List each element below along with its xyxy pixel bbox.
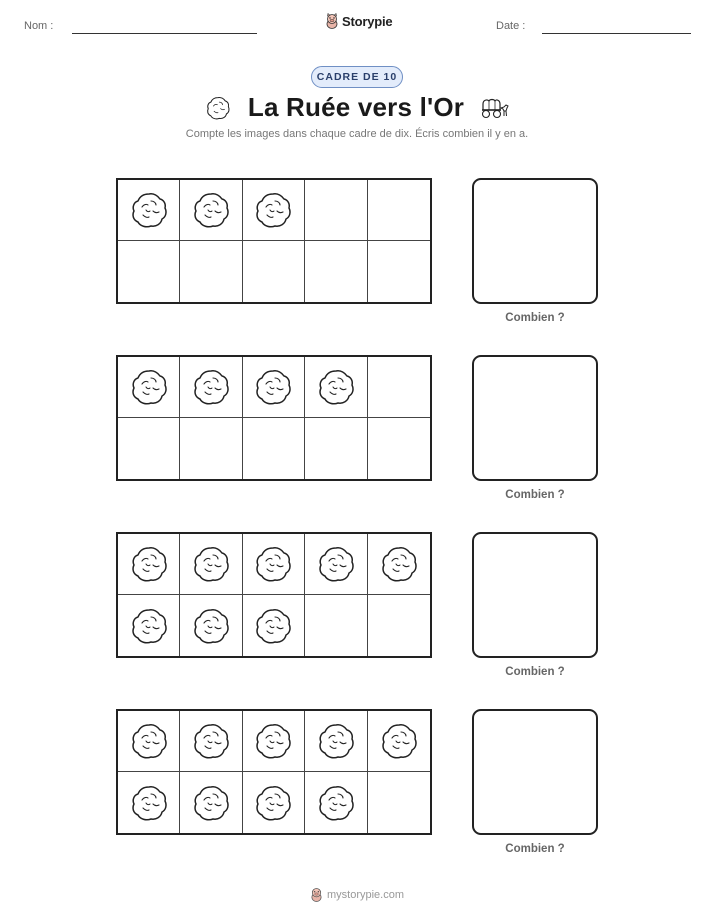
frame-cell: [368, 418, 430, 479]
ten-frame-4: [116, 709, 432, 835]
worksheet-type-badge: CADRE DE 10: [311, 66, 403, 88]
gold-nugget-icon: [191, 190, 231, 230]
brand-logo: [325, 13, 392, 29]
frame-cell: [118, 595, 180, 656]
instructions: Compte les images dans chaque cadre de dix. Écris combien il y en a.: [185, 128, 529, 140]
frame-cell: [118, 534, 180, 595]
answer-box-1[interactable]: [472, 178, 598, 304]
gold-nugget-icon: [316, 721, 356, 761]
frame-cell: [243, 241, 305, 302]
gold-nugget-icon: [191, 721, 231, 761]
gold-nugget-icon: [253, 367, 293, 407]
gold-nugget-icon: [191, 606, 231, 646]
name-label: Nom :: [24, 20, 54, 32]
frame-cell: [305, 711, 367, 772]
frame-cell: [305, 241, 367, 302]
brand-name: Storypie: [342, 13, 393, 29]
frame-cell: [368, 180, 430, 241]
answer-box-3[interactable]: [472, 532, 598, 658]
gold-nugget-icon: [204, 95, 232, 121]
gold-nugget-icon: [129, 544, 169, 584]
footer-url: mystorypie.com: [326, 888, 405, 901]
frame-cell: [118, 418, 180, 479]
frame-cell: [118, 241, 180, 302]
frame-cell: [118, 180, 180, 241]
gold-nugget-icon: [379, 721, 419, 761]
gold-nugget-icon: [253, 783, 293, 823]
frame-cell: [305, 418, 367, 479]
gold-nugget-icon: [191, 544, 231, 584]
frame-cell: [368, 711, 430, 772]
name-line: [72, 33, 257, 34]
gold-nugget-icon: [253, 190, 293, 230]
gold-nugget-icon: [316, 544, 356, 584]
gold-nugget-icon: [129, 367, 169, 407]
frame-cell: [305, 534, 367, 595]
pig-mascot-icon: [310, 887, 323, 902]
frame-cell: [180, 711, 242, 772]
frame-cell: [243, 772, 305, 833]
answer-label-1: Combien ?: [505, 312, 565, 324]
footer: [0, 887, 714, 902]
gold-nugget-icon: [129, 783, 169, 823]
ten-frame-3: [116, 532, 432, 658]
frame-cell: [243, 357, 305, 418]
frame-cell: [180, 418, 242, 479]
answer-box-2[interactable]: [472, 355, 598, 481]
frame-cell: [243, 711, 305, 772]
covered-wagon-icon: [480, 97, 510, 119]
frame-cell: [118, 711, 180, 772]
pig-mascot-icon: [325, 13, 339, 29]
frame-cell: [180, 595, 242, 656]
frame-cell: [243, 534, 305, 595]
frame-cell: [243, 180, 305, 241]
gold-nugget-icon: [129, 190, 169, 230]
gold-nugget-icon: [253, 544, 293, 584]
answer-label-4: Combien ?: [505, 843, 565, 855]
ten-frame-2: [116, 355, 432, 481]
answer-box-4[interactable]: [472, 709, 598, 835]
date-line: [542, 33, 691, 34]
frame-cell: [368, 595, 430, 656]
frame-cell: [305, 772, 367, 833]
frame-cell: [243, 418, 305, 479]
frame-cell: [180, 357, 242, 418]
frame-cell: [118, 772, 180, 833]
frame-cell: [305, 357, 367, 418]
frame-cell: [180, 180, 242, 241]
gold-nugget-icon: [191, 783, 231, 823]
gold-nugget-icon: [253, 721, 293, 761]
gold-nugget-icon: [379, 544, 419, 584]
answer-label-2: Combien ?: [505, 489, 565, 501]
gold-nugget-icon: [316, 783, 356, 823]
page-title: La Ruée vers l'Or: [247, 92, 465, 122]
gold-nugget-icon: [191, 367, 231, 407]
frame-cell: [368, 241, 430, 302]
ten-frame-1: [116, 178, 432, 304]
frame-cell: [180, 772, 242, 833]
title-row: [0, 92, 714, 123]
gold-nugget-icon: [129, 606, 169, 646]
frame-cell: [368, 772, 430, 833]
frame-cell: [305, 595, 367, 656]
frame-cell: [118, 357, 180, 418]
gold-nugget-icon: [316, 367, 356, 407]
answer-label-3: Combien ?: [505, 666, 565, 678]
frame-cell: [180, 241, 242, 302]
frame-cell: [243, 595, 305, 656]
frame-cell: [305, 180, 367, 241]
frame-cell: [180, 534, 242, 595]
frame-cell: [368, 534, 430, 595]
date-label: Date :: [496, 20, 526, 32]
frame-cell: [368, 357, 430, 418]
gold-nugget-icon: [129, 721, 169, 761]
gold-nugget-icon: [253, 606, 293, 646]
